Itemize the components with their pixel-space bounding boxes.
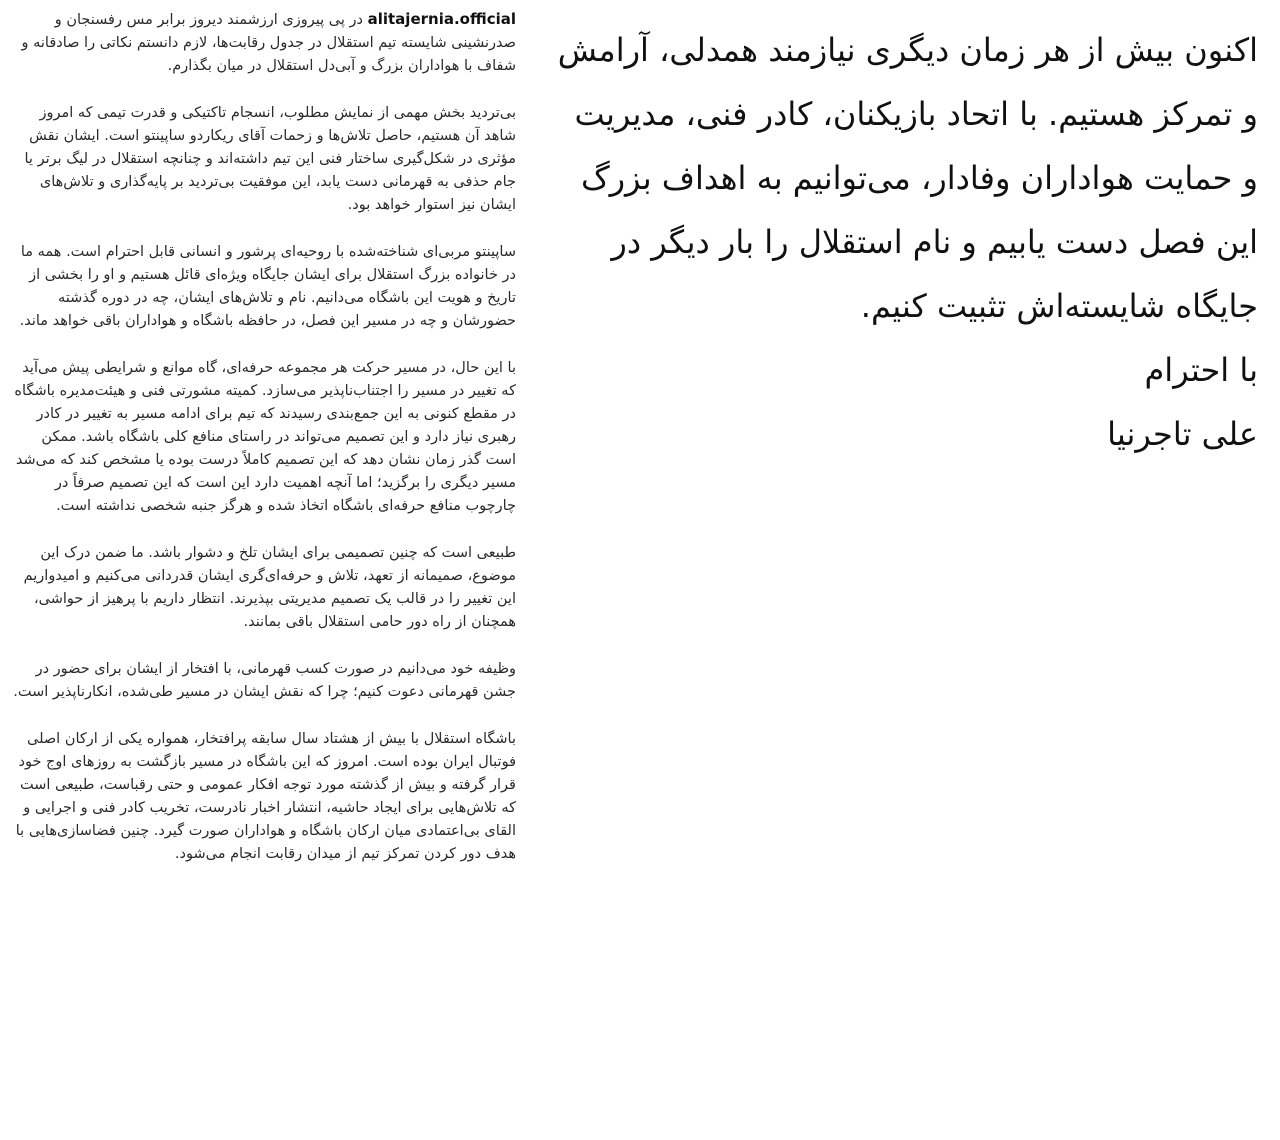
paragraph-acceptance: طبیعی است که چنین تصمیمی برای ایشان تلخ و دشوار باشد. ما ضمن درک این موضوع، صمیمانه از تعهد، تلاش و حرفه‌ای‌گری ایشان قدردانی می‌کنیم و امیدواریم این تغییر را در قالب یک تصمیم مدیریتی بپذیرند. انتظار داریم با پرهیز از حواشی، همچنان از راه دور حامی استقلال باقی بمانند.: [23, 545, 516, 630]
signature: علی تاجرنیا: [1107, 415, 1258, 453]
closing-phrase: با احترام: [1144, 351, 1258, 389]
paragraph-invitation: وظیفه خود می‌دانیم در صورت کسب قهرمانی، با افتخار از ایشان برای حضور در جشن قهرمانی دعوت کنیم؛ چرا که نقش ایشان در مسیر طی‌شده، انکارناپذیر است.: [13, 661, 516, 700]
username-link[interactable]: alitajernia.official: [367, 10, 516, 28]
paragraph-sapinto-respect: ساپینتو مربی‌ای شناخته‌شده با روحیه‌ای پرشور و انسانی قابل احترام است. همه ما در خانواده بزرگ استقلال برای ایشان جایگاه ویژه‌ای قائل هستیم و او را بخشی از تاریخ و هویت این باشگاه می‌دانیم. نام و تلاش‌های ایشان، چه در دوره گذشته حضورشان و چه در مسیر این فصل، در حافظه باشگاه و هواداران باقی خواهد ماند.: [19, 244, 516, 329]
continuation-line: و حمایت هواداران وفادار، می‌توانیم به اهداف بزرگ: [580, 159, 1258, 197]
post-caption-column: [8, 8, 516, 890]
continuation-line: این فصل دست یابیم و نام استقلال را بار دیگر در: [611, 223, 1258, 261]
continuation-line: اکنون بیش از هر زمان دیگری نیازمند همدلی، آرامش: [557, 31, 1258, 69]
continuation-column: [540, 18, 1258, 466]
continuation-line: و تمرکز هستیم. با اتحاد بازیکنان، کادر فنی، مدیریت: [574, 95, 1258, 133]
continuation-line: جایگاه شایسته‌اش تثبیت کنیم.: [860, 287, 1258, 325]
intro-paragraph: [8, 8, 516, 78]
paragraph-sapinto-role: بی‌تردید بخش مهمی از نمایش مطلوب، انسجام تاکتیکی و قدرت تیمی که امروز شاهد آن هستیم، حاصل تلاش‌ها و زحمات آقای ریکاردو ساپینتو است. ایشان نقش مؤثری در شکل‌گیری ساختار فنی این تیم داشته‌اند و چنانچه استقلال در لیگ برتر یا جام حذفی به قهرمانی دست یابد، این موفقیت بی‌تردید بر پایه‌گذاری و تلاش‌های ایشان نیز استوار خواهد بود.: [24, 105, 516, 213]
paragraph-club-history: باشگاه استقلال با بیش از هشتاد سال سابقه پرافتخار، همواره یکی از ارکان اصلی فوتبال ایران بوده است. امروز که این باشگاه در مسیر بازگشت به روزهای اوج خود قرار گرفته و بیش از گذشته مورد توجه افکار عمومی و حتی رقباست، طبیعی است که تلاش‌هایی برای ایجاد حاشیه، انتشار اخبار نادرست، تخریب کادر فنی و اجرایی و القای بی‌اعتمادی میان ارکان باشگاه و هواداران صورت گیرد. چنین فضاسازی‌هایی با هدف دور کردن تمرکز تیم از میدان رقابت انجام می‌شود.: [15, 731, 516, 862]
paragraph-decision: با این حال، در مسیر حرکت هر مجموعه حرفه‌ای، گاه موانع و شرایطی پیش می‌آید که تغییر در مسیر را اجتناب‌ناپذیر می‌سازد. کمیته مشورتی فنی و هیئت‌مدیره باشگاه در مقطع کنونی به این جمع‌بندی رسیدند که تیم برای ادامه مسیر به تغییر در کادر رهبری نیاز دارد و این تصمیم می‌تواند در راستای منافع کلی باشگاه باشد. ممکن است گذر زمان نشان دهد که این تصمیم کاملاً درست بوده یا مشخص کند که می‌شد مسیر دیگری را برگزید؛ اما آنچه اهمیت دارد این است که این تصمیم صرفاً در چارچوب منافع حرفه‌ای باشگاه اتخاذ شده و هرگز جنبه شخصی نداشته است.: [14, 360, 516, 514]
intro-text: در پی پیروزی ارزشمند دیروز برابر مس رفسنجان و صدرنشینی شایسته تیم استقلال در جدول رقابت‌ها، لازم دانستم نکاتی را صادقانه و شفاف با هواداران بزرگ و آبی‌دل استقلال در میان بگذارم.: [21, 12, 516, 74]
